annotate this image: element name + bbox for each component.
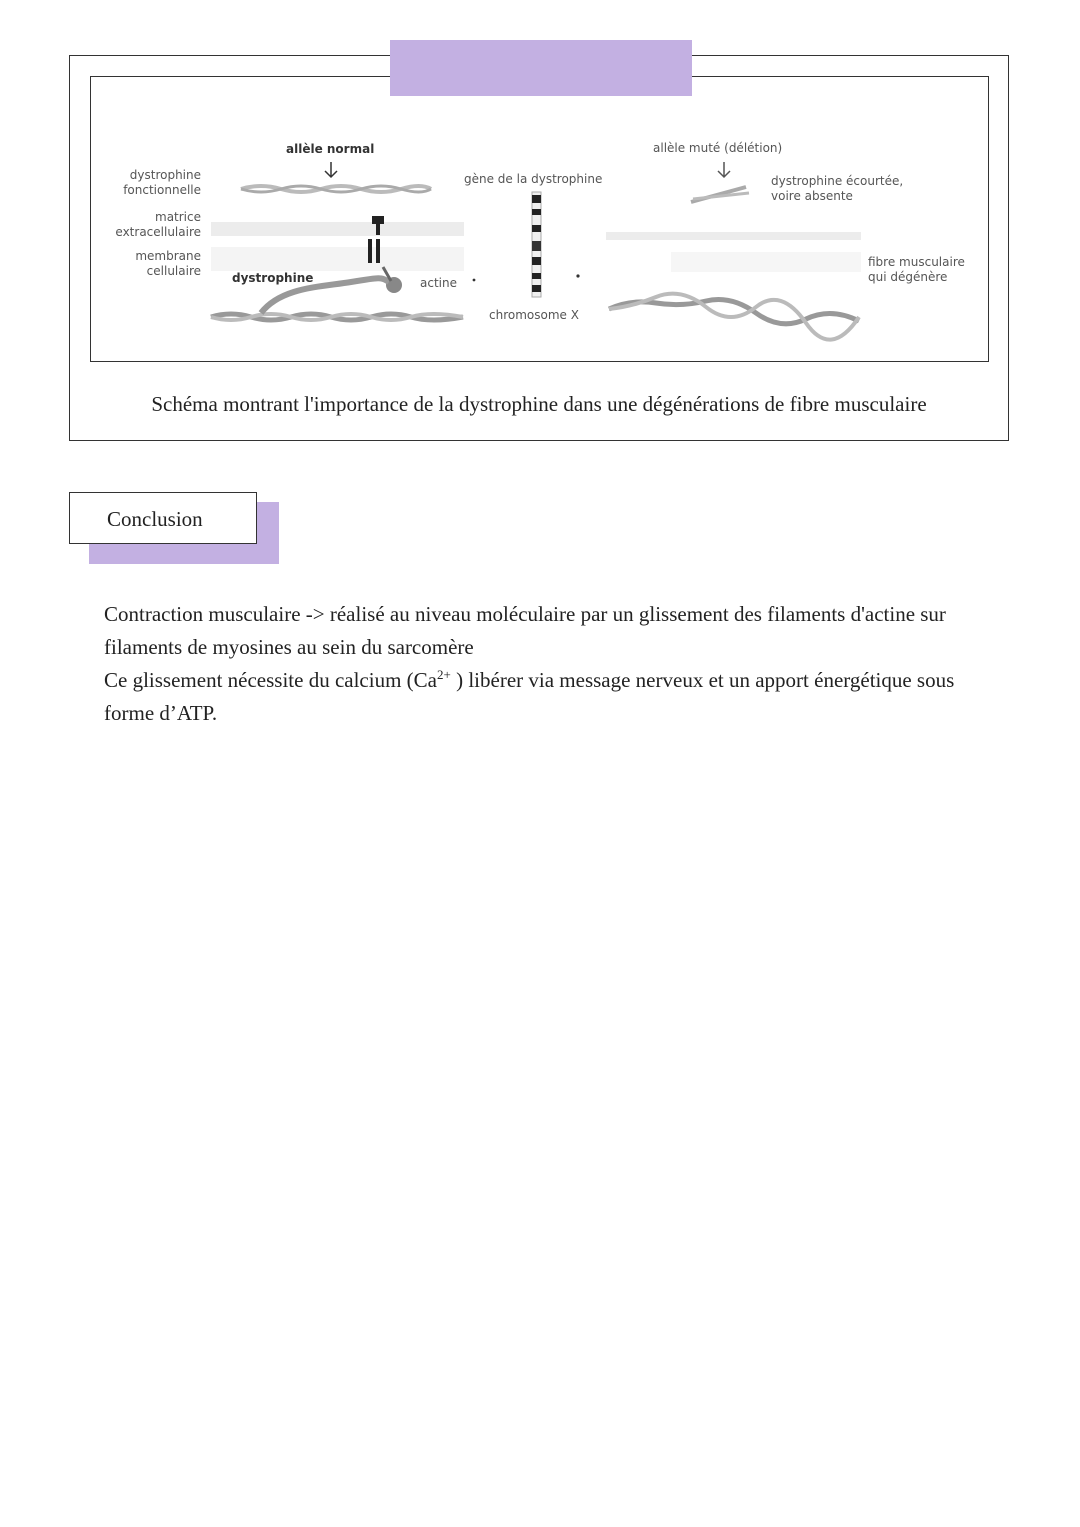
dystrophine-label: dystrophine xyxy=(232,271,314,285)
dystrophine-ecourtee-label: dystrophine écourtée, voire absente xyxy=(771,174,904,203)
conclusion-paragraph-1: Contraction musculaire -> réalisé au niveau moléculaire par un glissement des filaments d'actine sur filaments de myosines au sein du sarcomère xyxy=(104,602,946,659)
actine-label: actine xyxy=(420,276,457,290)
atp-text: ) libérer via message nerveux et un apport énergétique sous forme d’ATP. xyxy=(104,668,955,725)
dystrophine-fonctionnelle-label: dystrophine fonctionnelle xyxy=(123,168,201,197)
fibre-label: fibre musculaire qui dégénère xyxy=(868,255,965,284)
allele-normal-label: allèle normal xyxy=(286,142,375,156)
conclusion-body xyxy=(104,598,1004,730)
conclusion-paragraph-2 xyxy=(104,664,1004,730)
calcium-charge: 2+ xyxy=(437,667,451,682)
allele-mute-label: allèle muté (délétion) xyxy=(653,141,783,155)
chromosome-x xyxy=(473,192,580,297)
dystrophin-diagram xyxy=(91,77,988,361)
calcium-text: Ce glissement nécessite du calcium (Ca xyxy=(104,668,437,692)
figure-caption: Schéma montrant l'importance de la dystrophine dans une dégénérations de fibre musculaire xyxy=(151,392,927,416)
matrice-label: matrice extracellulaire xyxy=(115,210,201,239)
normal-allele-panel xyxy=(211,162,464,320)
conclusion-heading: Conclusion xyxy=(69,492,257,544)
gene-label: gène de la dystrophine xyxy=(464,172,603,186)
chromosome-label: chromosome X xyxy=(489,308,579,322)
membrane-label: membrane cellulaire xyxy=(135,249,201,278)
